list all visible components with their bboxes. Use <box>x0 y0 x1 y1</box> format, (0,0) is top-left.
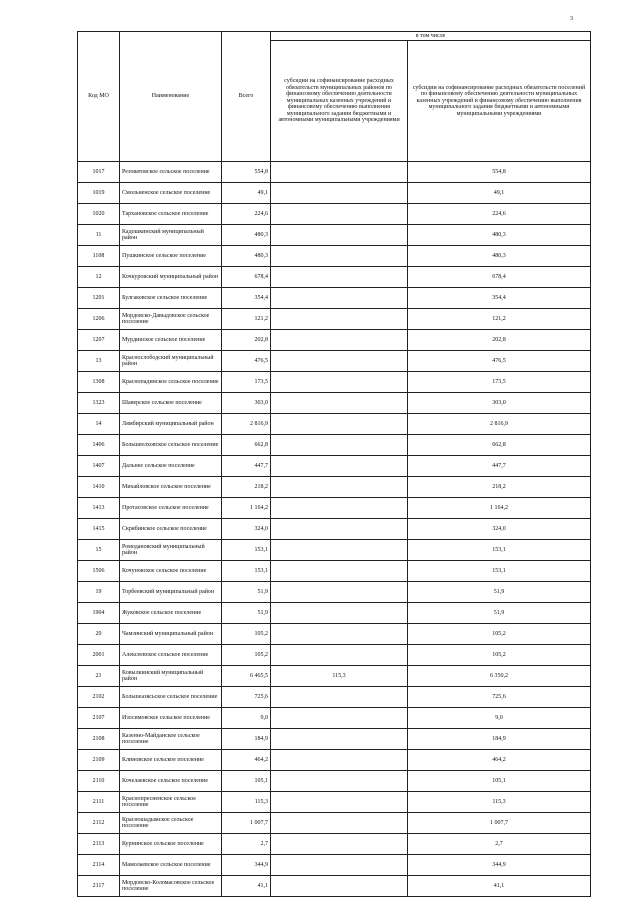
table-row <box>78 540 591 561</box>
table-body <box>78 162 591 897</box>
cell-total: 678,4 <box>222 267 271 288</box>
table-row <box>78 372 591 393</box>
table-row <box>78 561 591 582</box>
table-row <box>78 393 591 414</box>
cell-name: Мамолаевское сельское поселение <box>120 855 222 876</box>
table-row <box>78 687 591 708</box>
cell-subsidy-districts <box>271 624 408 645</box>
cell-name: Шаверское сельское поселение <box>120 393 222 414</box>
cell-code: 11 <box>78 225 120 246</box>
cell-code: 1506 <box>78 561 120 582</box>
cell-name: Краснопресненское сельское поселение <box>120 792 222 813</box>
cell-subsidy-settlements: 121,2 <box>408 309 591 330</box>
cell-name: Курнинское сельское поселение <box>120 834 222 855</box>
cell-total: 202,8 <box>222 330 271 351</box>
cell-total: 218,2 <box>222 477 271 498</box>
table-row <box>78 183 591 204</box>
cell-code: 2109 <box>78 750 120 771</box>
cell-name: Жуковское сельское поселение <box>120 603 222 624</box>
cell-code: 21 <box>78 666 120 687</box>
cell-name: Кадошкинский муниципальный район <box>120 225 222 246</box>
cell-subsidy-settlements: 49,1 <box>408 183 591 204</box>
cell-subsidy-settlements: 105,2 <box>408 645 591 666</box>
cell-code: 2102 <box>78 687 120 708</box>
cell-name: Смольненское сельское поселение <box>120 183 222 204</box>
cell-name: Булгаковское сельское поселение <box>120 288 222 309</box>
cell-subsidy-districts <box>271 561 408 582</box>
table-row <box>78 876 591 897</box>
cell-total: 184,9 <box>222 729 271 750</box>
cell-code: 1201 <box>78 288 120 309</box>
cell-name: Кочуновское сельское поселение <box>120 561 222 582</box>
cell-subsidy-settlements: 9,0 <box>408 708 591 729</box>
cell-total: 354,4 <box>222 288 271 309</box>
cell-subsidy-settlements: 51,9 <box>408 603 591 624</box>
table-row <box>78 330 591 351</box>
cell-name: Кочелаевское сельское поселение <box>120 771 222 792</box>
cell-name: Мордовско-Давыдовское сельское поселение <box>120 309 222 330</box>
cell-code: 20 <box>78 624 120 645</box>
header-code: Код МО <box>78 32 120 162</box>
table-row <box>78 498 591 519</box>
cell-subsidy-settlements: 184,9 <box>408 729 591 750</box>
cell-subsidy-districts <box>271 246 408 267</box>
cell-subsidy-districts <box>271 183 408 204</box>
cell-code: 1206 <box>78 309 120 330</box>
cell-total: 173,5 <box>222 372 271 393</box>
cell-code: 2110 <box>78 771 120 792</box>
cell-subsidy-settlements: 105,2 <box>408 624 591 645</box>
header-row-1 <box>78 32 591 41</box>
cell-total: 476,5 <box>222 351 271 372</box>
cell-total: 9,0 <box>222 708 271 729</box>
cell-total: 49,1 <box>222 183 271 204</box>
cell-subsidy-districts <box>271 771 408 792</box>
cell-total: 153,1 <box>222 561 271 582</box>
cell-name: Краснопадинское сельское поселение <box>120 372 222 393</box>
cell-subsidy-settlements: 344,9 <box>408 855 591 876</box>
cell-subsidy-settlements: 105,1 <box>408 771 591 792</box>
table-row <box>78 750 591 771</box>
cell-subsidy-districts <box>271 204 408 225</box>
cell-total: 324,0 <box>222 519 271 540</box>
cell-code: 1407 <box>78 456 120 477</box>
cell-code: 1019 <box>78 183 120 204</box>
cell-total: 51,9 <box>222 603 271 624</box>
cell-subsidy-settlements: 662,8 <box>408 435 591 456</box>
subsidy-table <box>77 31 591 897</box>
cell-subsidy-districts <box>271 414 408 435</box>
cell-subsidy-settlements: 354,4 <box>408 288 591 309</box>
cell-subsidy-settlements: 173,5 <box>408 372 591 393</box>
cell-total: 41,1 <box>222 876 271 897</box>
cell-name: Мурдинское сельское поселение <box>120 330 222 351</box>
cell-subsidy-districts <box>271 330 408 351</box>
table-row <box>78 582 591 603</box>
cell-total: 447,7 <box>222 456 271 477</box>
cell-code: 1406 <box>78 435 120 456</box>
cell-code: 1413 <box>78 498 120 519</box>
cell-name: Алексеевское сельское поселение <box>120 645 222 666</box>
cell-code: 1323 <box>78 393 120 414</box>
cell-subsidy-districts <box>271 540 408 561</box>
table-row <box>78 435 591 456</box>
cell-subsidy-districts <box>271 792 408 813</box>
cell-code: 2114 <box>78 855 120 876</box>
cell-name: Чамзинский муниципальный район <box>120 624 222 645</box>
cell-total: 2,7 <box>222 834 271 855</box>
cell-total: 1 164,2 <box>222 498 271 519</box>
table-row <box>78 624 591 645</box>
cell-subsidy-districts: 115,3 <box>271 666 408 687</box>
cell-total: 153,1 <box>222 540 271 561</box>
cell-subsidy-settlements: 153,1 <box>408 561 591 582</box>
cell-total: 480,3 <box>222 225 271 246</box>
cell-subsidy-districts <box>271 372 408 393</box>
cell-subsidy-settlements: 202,8 <box>408 330 591 351</box>
cell-total: 121,2 <box>222 309 271 330</box>
cell-name: Казенно-Майданское сельское поселение <box>120 729 222 750</box>
cell-subsidy-settlements: 678,4 <box>408 267 591 288</box>
cell-code: 2108 <box>78 729 120 750</box>
cell-name: Дальнее сельское поселение <box>120 456 222 477</box>
table-row <box>78 225 591 246</box>
cell-subsidy-settlements: 554,8 <box>408 162 591 183</box>
cell-name: Большеелховское сельское поселение <box>120 435 222 456</box>
cell-subsidy-districts <box>271 477 408 498</box>
table-row <box>78 162 591 183</box>
cell-code: 1108 <box>78 246 120 267</box>
cell-name: Михайловское сельское поселение <box>120 477 222 498</box>
cell-subsidy-settlements: 153,1 <box>408 540 591 561</box>
cell-code: 1207 <box>78 330 120 351</box>
cell-name: Резоватовское сельское поселение <box>120 162 222 183</box>
cell-name: Ромодановский муниципальный район <box>120 540 222 561</box>
cell-code: 1308 <box>78 372 120 393</box>
cell-code: 14 <box>78 414 120 435</box>
cell-subsidy-districts <box>271 603 408 624</box>
cell-subsidy-districts <box>271 519 408 540</box>
table-row <box>78 519 591 540</box>
cell-name: Красношадымское сельское поселение <box>120 813 222 834</box>
cell-code: 2113 <box>78 834 120 855</box>
cell-name: Изосимовское сельское поселение <box>120 708 222 729</box>
cell-total: 344,9 <box>222 855 271 876</box>
table-row <box>78 477 591 498</box>
cell-total: 105,1 <box>222 771 271 792</box>
page-number: 3 <box>570 16 573 22</box>
table-row <box>78 771 591 792</box>
cell-subsidy-districts <box>271 876 408 897</box>
cell-subsidy-districts <box>271 393 408 414</box>
table-row <box>78 603 591 624</box>
cell-subsidy-settlements: 2 816,9 <box>408 414 591 435</box>
cell-name: Протасовское сельское поселение <box>120 498 222 519</box>
cell-code: 1415 <box>78 519 120 540</box>
cell-total: 51,9 <box>222 582 271 603</box>
cell-subsidy-settlements: 447,7 <box>408 456 591 477</box>
cell-subsidy-districts <box>271 708 408 729</box>
table-row <box>78 204 591 225</box>
cell-subsidy-settlements: 51,9 <box>408 582 591 603</box>
cell-name: Торбеевский муниципальный район <box>120 582 222 603</box>
table-row <box>78 309 591 330</box>
cell-subsidy-settlements: 115,3 <box>408 792 591 813</box>
header-sub-districts: субсидии на софинансирование расходных обязательств муниципальных районов по финансовому обеспечению деятельности муниципальных казенных учреждений и финансовому обеспечению выполнения муниципального задания бюджетными и автономными муниципальными учреждениями <box>271 41 408 162</box>
table-row <box>78 855 591 876</box>
table-row <box>78 834 591 855</box>
cell-subsidy-districts <box>271 162 408 183</box>
table-row <box>78 288 591 309</box>
cell-code: 1904 <box>78 603 120 624</box>
header-name: Наименование <box>120 32 222 162</box>
cell-subsidy-districts <box>271 582 408 603</box>
cell-code: 2001 <box>78 645 120 666</box>
cell-total: 105,2 <box>222 645 271 666</box>
cell-code: 19 <box>78 582 120 603</box>
cell-subsidy-districts <box>271 834 408 855</box>
cell-subsidy-settlements: 480,3 <box>408 225 591 246</box>
cell-total: 1 007,7 <box>222 813 271 834</box>
cell-total: 115,3 <box>222 792 271 813</box>
cell-total: 303,0 <box>222 393 271 414</box>
cell-subsidy-settlements: 6 350,2 <box>408 666 591 687</box>
cell-subsidy-districts <box>271 687 408 708</box>
cell-total: 6 465,5 <box>222 666 271 687</box>
cell-code: 2111 <box>78 792 120 813</box>
cell-subsidy-settlements: 1 007,7 <box>408 813 591 834</box>
table-row <box>78 456 591 477</box>
cell-subsidy-districts <box>271 456 408 477</box>
cell-code: 12 <box>78 267 120 288</box>
cell-name: Тархановское сельское поселение <box>120 204 222 225</box>
cell-name: Пушкинское сельское поселение <box>120 246 222 267</box>
cell-subsidy-districts <box>271 225 408 246</box>
cell-code: 15 <box>78 540 120 561</box>
cell-subsidy-settlements: 480,3 <box>408 246 591 267</box>
cell-total: 725,6 <box>222 687 271 708</box>
cell-code: 1410 <box>78 477 120 498</box>
cell-subsidy-districts <box>271 498 408 519</box>
cell-subsidy-settlements: 41,1 <box>408 876 591 897</box>
cell-code: 1017 <box>78 162 120 183</box>
cell-subsidy-settlements: 303,0 <box>408 393 591 414</box>
cell-subsidy-districts <box>271 288 408 309</box>
table-row <box>78 267 591 288</box>
cell-subsidy-districts <box>271 267 408 288</box>
cell-total: 464,2 <box>222 750 271 771</box>
table-row <box>78 645 591 666</box>
cell-name: Краснослободский муниципальный район <box>120 351 222 372</box>
cell-subsidy-settlements: 476,5 <box>408 351 591 372</box>
table-row <box>78 708 591 729</box>
cell-subsidy-settlements: 1 164,2 <box>408 498 591 519</box>
cell-subsidy-districts <box>271 309 408 330</box>
cell-code: 13 <box>78 351 120 372</box>
cell-total: 662,8 <box>222 435 271 456</box>
cell-total: 554,8 <box>222 162 271 183</box>
cell-code: 1020 <box>78 204 120 225</box>
cell-subsidy-districts <box>271 645 408 666</box>
table-row <box>78 666 591 687</box>
cell-code: 2107 <box>78 708 120 729</box>
cell-total: 2 816,9 <box>222 414 271 435</box>
cell-subsidy-districts <box>271 750 408 771</box>
cell-subsidy-settlements: 725,6 <box>408 687 591 708</box>
cell-name: Скрябинское сельское поселение <box>120 519 222 540</box>
table-row <box>78 351 591 372</box>
cell-subsidy-districts <box>271 729 408 750</box>
table-row <box>78 414 591 435</box>
cell-subsidy-districts <box>271 855 408 876</box>
cell-subsidy-settlements: 218,2 <box>408 477 591 498</box>
cell-name: Ковылкинский муниципальный район <box>120 666 222 687</box>
cell-code: 2112 <box>78 813 120 834</box>
cell-subsidy-settlements: 464,2 <box>408 750 591 771</box>
table-row <box>78 792 591 813</box>
cell-subsidy-districts <box>271 813 408 834</box>
cell-subsidy-districts <box>271 435 408 456</box>
cell-total: 224,6 <box>222 204 271 225</box>
cell-total: 105,2 <box>222 624 271 645</box>
cell-name: Лямбирский муниципальный район <box>120 414 222 435</box>
table-row <box>78 729 591 750</box>
cell-name: Кочкуровский муниципальный район <box>120 267 222 288</box>
cell-total: 480,3 <box>222 246 271 267</box>
cell-name: Мордовско-Коломасовское сельское поселение <box>120 876 222 897</box>
cell-code: 2117 <box>78 876 120 897</box>
header-sub-settlements: субсидии на софинансирование расходных обязательств поселений по финансовому обеспечению деятельности муниципальных казенных учреждений и финансовому обеспечению выполнения муниципального задания бюджетными и автономными муниципальными учреждениями <box>408 41 591 162</box>
header-including: в том числе <box>271 32 591 41</box>
cell-subsidy-settlements: 2,7 <box>408 834 591 855</box>
header-total: Всего <box>222 32 271 162</box>
cell-subsidy-settlements: 324,0 <box>408 519 591 540</box>
cell-subsidy-settlements: 224,6 <box>408 204 591 225</box>
table-row <box>78 246 591 267</box>
cell-name: Клиновское сельское поселение <box>120 750 222 771</box>
cell-subsidy-districts <box>271 351 408 372</box>
cell-name: Большеазясьское сельское поселение <box>120 687 222 708</box>
table-row <box>78 813 591 834</box>
